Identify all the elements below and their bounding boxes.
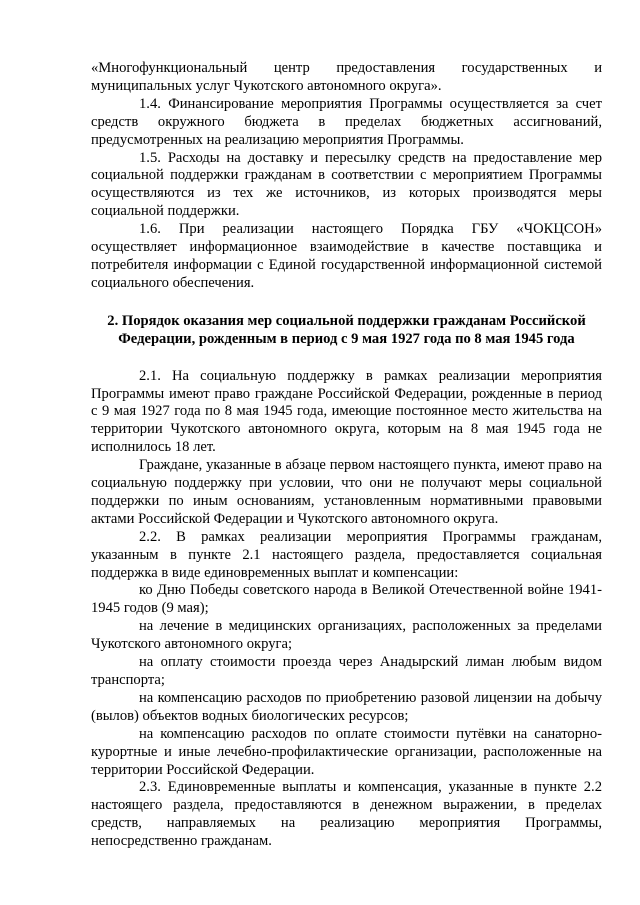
paragraph-2-3: 2.3. Единовременные выплаты и компенсация, указанные в пункте 2.2 настоящего раздела, предоставляются в денежном выражении, в пределах средств, направляемых на реализацию мероприятия Программы, непосредственно гражданам. (91, 779, 602, 850)
section-2-heading-line-2: Федерации, рожденным в период с 9 мая 1927 года по 8 мая 1945 года (118, 330, 575, 347)
paragraph-1-4: 1.4. Финансирование мероприятия Программы осуществляется за счет средств окружного бюджета в пределах бюджетных ассигнований, предусмотренных на реализацию мероприятия Программы. (91, 95, 602, 148)
list-item: на оплату стоимости проезда через Анадырский лиман любым видом транспорта; (91, 654, 602, 688)
paragraph-1-6: 1.6. При реализации настоящего Порядка ГБУ «ЧОКЦСОН» осуществляет информационное взаимодействие в качестве поставщика и потребителя информации с Единой государственной информационной системой социального обеспечения. (91, 221, 602, 291)
list-item: на компенсацию расходов по оплате стоимости путёвки на санаторно-курортные и иные лечебно-профилактические организации, расположенные на территории Российской Федерации. (91, 725, 602, 778)
list-item: ко Дню Победы советского народа в Великой Отечественной войне 1941-1945 годов (9 мая); (91, 582, 602, 617)
paragraph-continued: «Многофункциональный центр предоставления государственных и муниципальных услуг Чукотского автономного округа». (91, 60, 602, 94)
document-page (91, 60, 602, 851)
paragraph-2-2: 2.2. В рамках реализации мероприятия Программы гражданам, указанным в пункте 2.1 настоящего раздела, предоставляется социальная поддержка в виде единовременных выплат и компенсации: (91, 528, 602, 581)
spacer (91, 349, 602, 368)
paragraph-1-5: 1.5. Расходы на доставку и пересылку средств на предоставление мер социальной поддержки гражданам в соответствии с мероприятием Программы осуществляются из тех же источников, из которых производятся меры социальной поддержки. (91, 149, 602, 220)
list-item: на лечение в медицинских организациях, расположенных за пределами Чукотского автономного округа; (91, 618, 602, 653)
list-item: на компенсацию расходов по приобретению разовой лицензии на добычу (вылов) объектов водных биологических ресурсов; (91, 689, 602, 724)
paragraph-2-1-second: Граждане, указанные в абзаце первом настоящего пункта, имеют право на социальную поддержку при условии, что они не получают меры социальной поддержки по иным основаниям, установленным нормативными правовыми актами Российской Федерации и Чукотского автономного округа. (91, 457, 602, 527)
section-2-heading (91, 313, 602, 349)
section-2-heading-line-1: 2. Порядок оказания мер социальной поддержки гражданам Российской (107, 312, 586, 329)
spacer (91, 293, 602, 313)
paragraph-2-1: 2.1. На социальную поддержку в рамках реализации мероприятия Программы имеют право граждане Российской Федерации, рожденные в период с 9 мая 1927 года по 8 мая 1945 года, имеющие постоянное место жительства на территории Чукотского автономного округа, которым на 8 мая 1945 года не исполнилось 18 лет. (91, 367, 602, 456)
